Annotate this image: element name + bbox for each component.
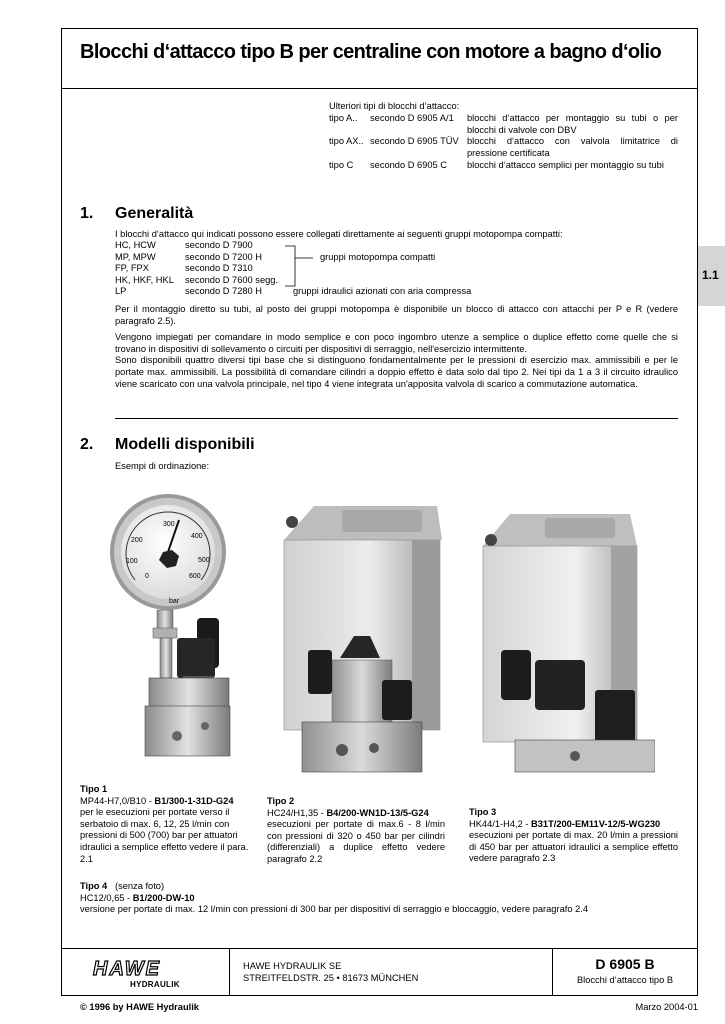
photo-tipo-3 bbox=[465, 510, 655, 780]
tipo-1-code-bold: B1/300-1-31D-G24 bbox=[154, 795, 234, 806]
intro-row bbox=[329, 113, 678, 136]
paragraph: Per il montaggio diretto su tubi, al posto dei gruppi motopompa è disponibile un blocco di attacco con attacchi per P e R (vedere paragrafo 2.5). bbox=[115, 304, 678, 326]
tipo-3-code-bold: B31T/200-EM11V-12/5-WG230 bbox=[531, 818, 661, 829]
tipo-3-text: esecuzioni per portate di max. 20 l/min a pressioni di 450 bar per attuatori idraulici a semplice effetto vedere paragrafo 2.3 bbox=[469, 830, 678, 864]
tipo-4-text: versione per portate di max. 12 l/min con pressioni di 300 bar per dispositivi di serraggio e bloccaggio, vedere paragrafo 2.4 bbox=[80, 904, 588, 915]
logo-mark bbox=[80, 958, 174, 978]
tipo-4-code-bold: B1/200-DW-10 bbox=[132, 892, 195, 903]
section-1-lead: I blocchi d‘attacco qui indicati possono essere collegati direttamente ai seguenti gruppi motopompa compatti: bbox=[115, 229, 563, 239]
pump-name: HC, HCW bbox=[115, 240, 156, 250]
company-name: HAWE HYDRAULIK SE bbox=[243, 961, 342, 971]
caption-tipo-1 bbox=[80, 784, 256, 865]
doc-date: Marzo 2004-01 bbox=[635, 1002, 698, 1012]
intro-heading: Ulteriori tipi di blocchi d‘attacco: bbox=[329, 101, 460, 111]
tipo-4-code: HC12/0,65 - bbox=[80, 892, 133, 903]
company-address: STREITFELDSTR. 25 • 81673 MÜNCHEN bbox=[243, 973, 419, 983]
intro-ref: secondo D 6905 A/1 bbox=[370, 113, 454, 123]
intro-type: tipo C bbox=[329, 160, 354, 170]
pump-ref: secondo D 7600 segg. bbox=[185, 274, 279, 285]
section-2-number: 2. bbox=[80, 436, 94, 453]
caption-tipo-4 bbox=[80, 881, 680, 916]
gauge-tick-400: 400 bbox=[191, 533, 203, 540]
caption-tipo-2 bbox=[267, 796, 445, 866]
pump-list bbox=[115, 240, 695, 300]
pump-lp-label: gruppi idraulici azionati con aria compressa bbox=[293, 286, 472, 297]
intro-desc: blocchi d‘attacco semplici per montaggio su tubi bbox=[467, 160, 664, 170]
intro-desc: blocchi d‘attacco per montaggio su tubi o per blocchi di valvole con DBV bbox=[467, 113, 678, 135]
pump-group-label: gruppi motopompa compatti bbox=[320, 251, 436, 262]
tipo-2-code-bold: B4/200-WN1D-13/5-G24 bbox=[326, 807, 429, 818]
doc-number: D 6905 B bbox=[595, 956, 655, 972]
logo-subtitle: HYDRAULIK bbox=[130, 980, 180, 989]
pump-name: MP, MPW bbox=[115, 251, 156, 262]
section-1-paragraphs bbox=[115, 304, 678, 390]
pump-name: HK, HKF, HKL bbox=[115, 274, 174, 285]
photo-tipo-1 bbox=[105, 490, 235, 765]
paragraph: Sono disponibili quattro diversi tipi base che si distinguono fondamentalmente per le pressioni di esercizio max. ammissibili e per le portate max. ammissibili. La possibilità di comandare cilindri a doppio effetto è data solo dal tipo 2. Nei tipi da 1 a 3 il circuito idraulico viene scaricato con una valvola principale, nel tipo 4 viene integrata un'apposita valvola di scarico a commutazione automatica. bbox=[115, 355, 678, 389]
gauge-tick-300: 300 bbox=[163, 521, 175, 528]
caption-tipo-3 bbox=[469, 807, 678, 865]
section-tab-label: 1.1 bbox=[702, 268, 719, 282]
section-1-title: Generalità bbox=[115, 205, 194, 222]
section-2-title: Modelli disponibili bbox=[115, 436, 255, 453]
intro-desc: blocchi d‘attacco con valvola limitatrice di pressione certificata bbox=[467, 136, 678, 158]
gauge-unit: bar bbox=[169, 598, 180, 605]
tipo-4-note: (senza foto) bbox=[114, 881, 165, 891]
company-logo bbox=[80, 958, 180, 989]
tipo-2-label: Tipo 2 bbox=[267, 796, 295, 806]
gauge-tick-200: 200 bbox=[131, 537, 143, 544]
title-divider bbox=[61, 88, 698, 89]
pump-ref: secondo D 7310 bbox=[185, 263, 253, 274]
gauge-tick-600: 600 bbox=[189, 573, 201, 580]
pump-name: LP bbox=[115, 286, 127, 297]
gauge-tick-0: 0 bbox=[145, 573, 149, 580]
doc-title: Blocchi d‘attacco tipo B bbox=[576, 975, 674, 985]
intro-table bbox=[329, 113, 678, 172]
pump-ref: secondo D 7900 bbox=[185, 240, 253, 250]
footer-separator bbox=[229, 948, 230, 996]
gauge-tick-100: 100 bbox=[126, 558, 138, 565]
page-title: Blocchi d‘attacco tipo B per centraline con motore a bagno d‘olio bbox=[80, 41, 662, 63]
tipo-1-code: MP44-H7,0/B10 - bbox=[80, 795, 155, 806]
tipo-1-label: Tipo 1 bbox=[80, 784, 108, 794]
tipo-3-label: Tipo 3 bbox=[469, 807, 497, 817]
section-2-lead: Esempi di ordinazione: bbox=[115, 461, 210, 471]
intro-row bbox=[329, 136, 678, 160]
tipo-1-text: per le esecuzioni per portate verso il serbatoio di max. 6, 12, 25 l/min con pressioni di 500 (700) bar per attuatori idraulici a semplice effetto vedere il para. 2.1 bbox=[80, 807, 249, 864]
svg-text:HAWE: HAWE bbox=[93, 958, 161, 978]
gauge-tick-500: 500 bbox=[198, 557, 210, 564]
intro-row bbox=[329, 160, 678, 172]
section-divider bbox=[115, 418, 678, 419]
paragraph: Vengono impiegati per comandare in modo semplice e con poco ingombro utenze a semplice o duplice effetto come quelle che si trovano in dispositivi di sollevamento o circuiti per dispositivi di serraggio, nell'esercizio intermittente. bbox=[115, 332, 678, 354]
intro-ref: secondo D 6905 C bbox=[370, 160, 448, 170]
intro-ref: secondo D 6905 TÜV bbox=[370, 136, 459, 146]
tipo-3-code: HK44/1-H4,2 - bbox=[469, 818, 532, 829]
intro-type: tipo A.. bbox=[329, 113, 358, 123]
intro-type: tipo AX.. bbox=[329, 136, 364, 146]
copyright: © 1996 by HAWE Hydraulik bbox=[80, 1002, 199, 1012]
tipo-2-text: esecuzioni per portate di max.6 - 8 l/min con pressioni di 320 o 450 bar per cilindri (differenziali) a duplice effetto vedere paragrafo 2.2 bbox=[267, 819, 445, 864]
tipo-2-code: HC24/H1,35 - bbox=[267, 807, 327, 818]
pump-bracket bbox=[283, 242, 315, 288]
tipo-4-label: Tipo 4 bbox=[80, 881, 108, 891]
pump-name: FP, FPX bbox=[115, 263, 149, 274]
pump-ref: secondo D 7280 H bbox=[185, 286, 263, 297]
photo-tipo-2 bbox=[262, 500, 452, 780]
footer-divider bbox=[61, 948, 698, 949]
section-1-number: 1. bbox=[80, 205, 94, 222]
pump-ref: secondo D 7200 H bbox=[185, 251, 263, 262]
section-tab bbox=[698, 246, 725, 306]
